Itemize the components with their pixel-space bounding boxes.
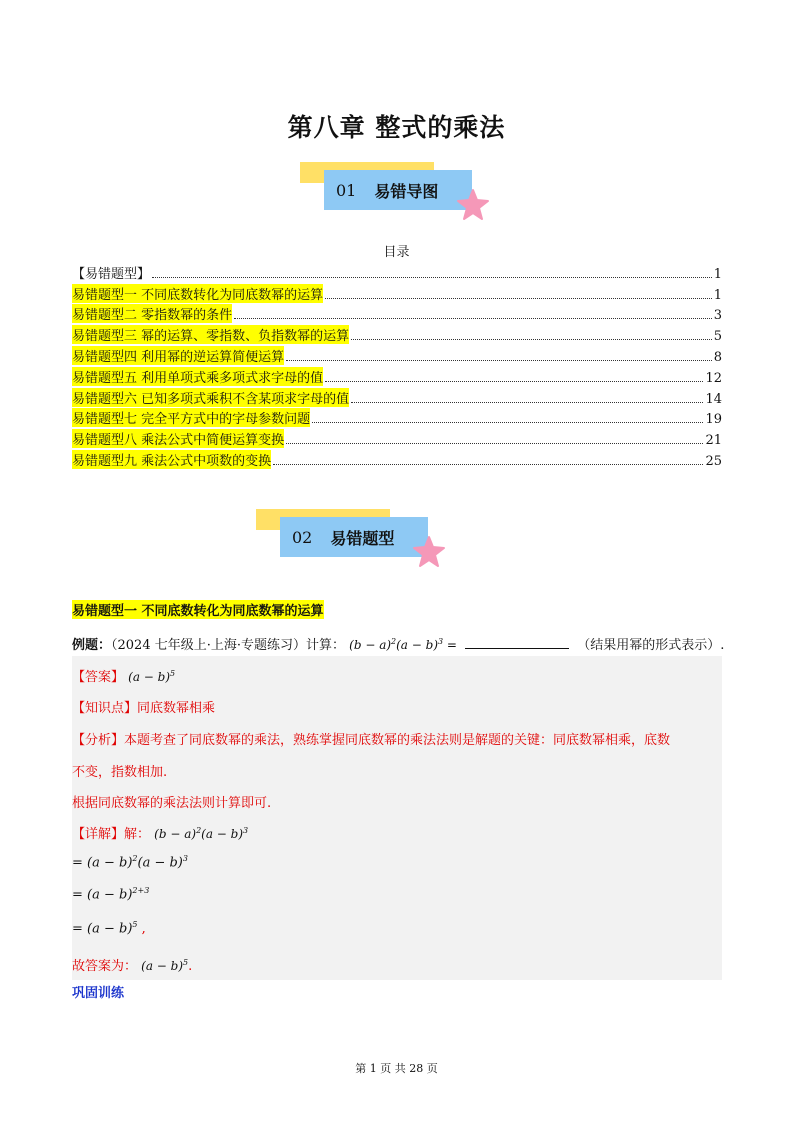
toc-item-label: 易错题型四 利用幂的逆运算简便运算 — [72, 346, 284, 365]
toc-item-page: 19 — [705, 412, 722, 428]
detail-prefix: 解： — [124, 827, 151, 842]
toc-heading: 目录 — [383, 245, 410, 260]
star-icon — [456, 188, 490, 222]
toc-item-label: 易错题型五 利用单项式乘多项式求字母的值 — [72, 367, 323, 386]
toc-item-page: 25 — [705, 453, 722, 469]
toc-item-page: 21 — [705, 433, 722, 449]
toc-item-page: 12 — [705, 370, 722, 386]
toc-leader-dots — [325, 298, 712, 299]
toc-leader-dots — [234, 318, 712, 319]
toc-item[interactable] — [72, 365, 722, 386]
toc-item[interactable] — [72, 427, 722, 448]
banner-blue-box — [324, 170, 472, 210]
knowledge-line — [72, 697, 215, 716]
section-banner-02 — [256, 509, 456, 569]
toc-item[interactable] — [72, 407, 722, 428]
toc-item[interactable] — [72, 344, 722, 365]
toc-item-label: 【易错题型】 — [72, 266, 151, 282]
toc-item[interactable] — [72, 386, 722, 407]
toc-item[interactable] — [72, 261, 722, 282]
answer-tag: 【答案】 — [72, 670, 125, 685]
analysis-text-2: 不变，指数相加. — [72, 765, 168, 780]
toc-leader-dots — [286, 443, 703, 444]
example-tail: （结果用幂的形式表示）. — [577, 638, 725, 653]
section-label: 易错题型 — [330, 528, 395, 548]
page-footer: 第 1 页 共 28 页 — [355, 1062, 438, 1075]
toc-item-label: 易错题型六 已知多项式乘积不含某项求字母的值 — [72, 388, 349, 407]
example-source: （2024 七年级上·上海·专题练习）计算： — [111, 638, 345, 653]
table-of-contents — [72, 261, 722, 469]
toc-item-label: 易错题型九 乘法公式中项数的变换 — [72, 450, 271, 469]
detail-expression: $(b - a)^2(a - b)^3$ — [154, 826, 249, 841]
detail-line — [72, 823, 248, 842]
conclusion-line: 故答案为： $(a - b)^5$. — [72, 958, 193, 974]
conclusion-prefix: 故答案为： — [72, 959, 138, 974]
toc-leader-dots — [286, 360, 712, 361]
toc-item[interactable] — [72, 303, 722, 324]
detail-step-3: = $(a - b)^5$ , — [72, 920, 146, 937]
detail-step-1: = $(a - b)^2(a - b)^3$ — [72, 854, 188, 871]
toc-item-page: 8 — [713, 349, 722, 365]
section-number: 01 — [336, 180, 357, 200]
answer-blank[interactable] — [465, 636, 569, 649]
toc-leader-dots — [351, 339, 712, 340]
question-type-heading: 易错题型一 不同底数转化为同底数幂的运算 — [72, 600, 324, 619]
toc-item-page: 1 — [713, 287, 722, 303]
toc-item[interactable] — [72, 323, 722, 344]
toc-item-page: 5 — [713, 329, 722, 345]
example-problem — [72, 634, 732, 653]
example-lead: 例题： — [72, 638, 112, 653]
banner-blue-box — [280, 517, 428, 557]
toc-item-label: 易错题型一 不同底数转化为同底数幂的运算 — [72, 284, 323, 303]
consolidation-heading: 巩固训练 — [72, 986, 125, 1001]
example-expression: $(b - a)^2(a - b)^3$ = — [349, 637, 457, 652]
analysis-tag: 【分析】 — [72, 733, 125, 748]
knowledge-tag: 【知识点】 — [72, 701, 138, 716]
toc-leader-dots — [325, 381, 703, 382]
toc-leader-dots — [312, 422, 703, 423]
toc-item-label: 易错题型七 完全平方式中的字母参数问题 — [72, 408, 310, 427]
toc-item[interactable] — [72, 448, 722, 469]
toc-item-label: 易错题型三 幂的运算、零指数、负指数幂的运算 — [72, 325, 349, 344]
section-label: 易错导图 — [374, 181, 439, 201]
conclusion-expression: $(a - b)^5$ — [141, 958, 189, 973]
section-banner-01 — [300, 162, 500, 222]
page-title: 第八章 整式的乘法 — [287, 113, 506, 142]
star-icon — [412, 535, 446, 569]
toc-leader-dots — [273, 464, 703, 465]
toc-item[interactable] — [72, 282, 722, 303]
analysis-text-1: 本题考查了同底数幂的乘法，熟练掌握同底数幂的乘法法则是解题的关键：同底数幂相乘，底数 — [124, 733, 671, 748]
answer-expression: $(a - b)^5$ — [128, 669, 176, 684]
toc-item-page: 1 — [713, 266, 722, 282]
section-number: 02 — [292, 527, 313, 547]
toc-item-label: 易错题型八 乘法公式中简便运算变换 — [72, 429, 284, 448]
answer-line — [72, 666, 175, 685]
knowledge-text: 同底数幂相乘 — [137, 701, 216, 716]
toc-item-page: 14 — [705, 391, 722, 407]
toc-item-label: 易错题型二 零指数幂的条件 — [72, 304, 232, 323]
analysis-text-3: 根据同底数幂的乘法法则计算即可. — [72, 796, 272, 811]
detail-tag: 【详解】 — [72, 827, 125, 842]
toc-leader-dots — [351, 402, 703, 403]
analysis-line — [72, 729, 670, 748]
toc-item-page: 3 — [713, 308, 722, 324]
detail-step-2: = $(a - b)^{2+3}$ — [72, 886, 150, 903]
toc-leader-dots — [152, 277, 712, 278]
